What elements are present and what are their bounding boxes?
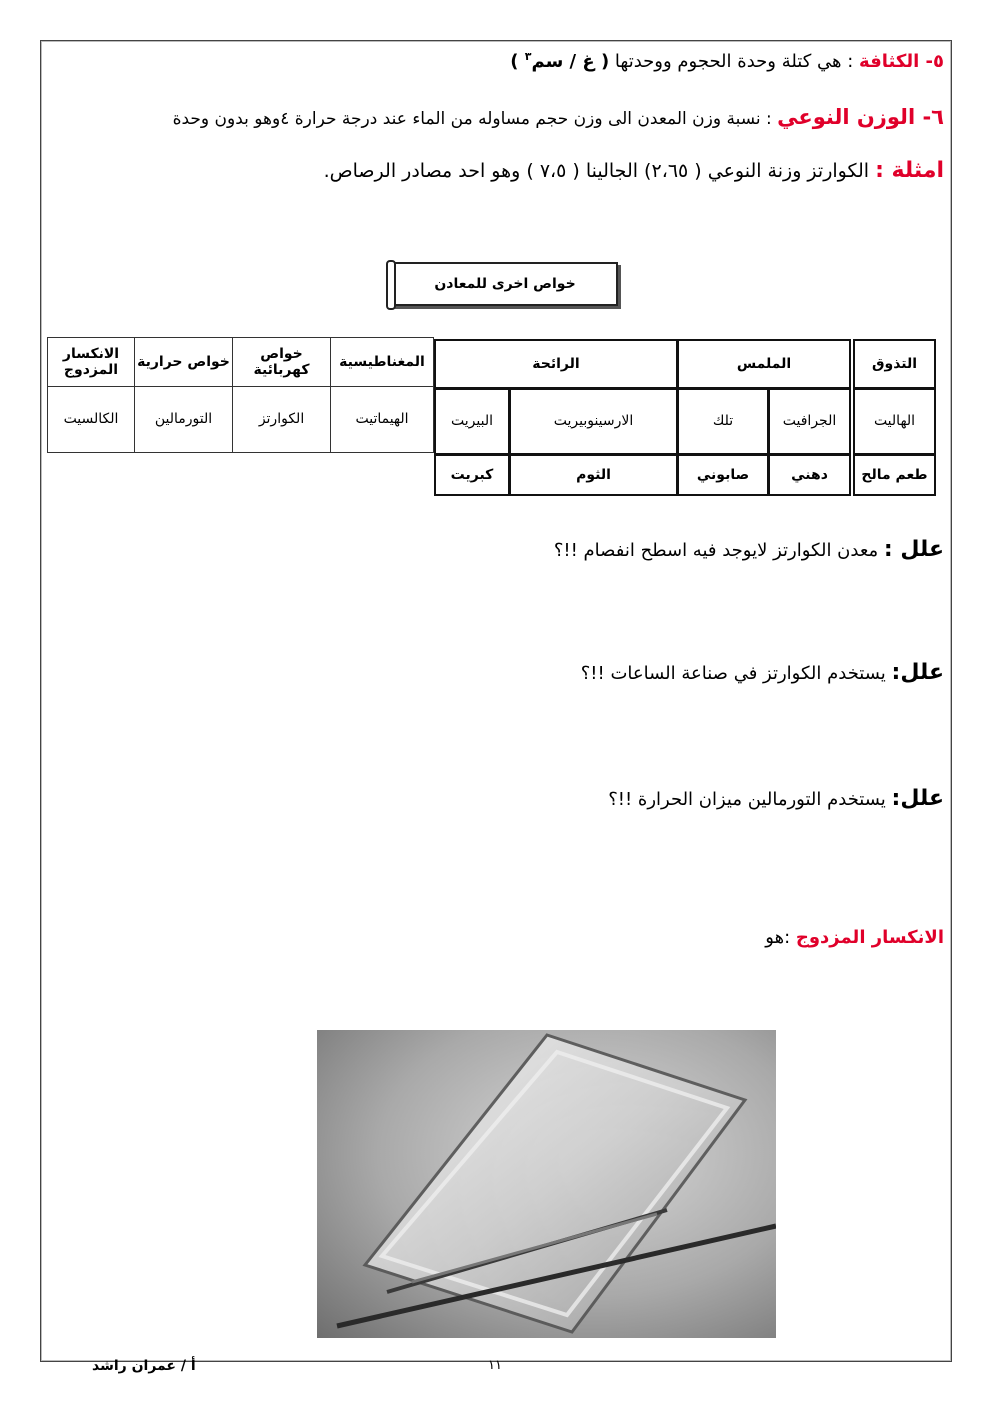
smell-garlic: الثوم	[509, 454, 678, 496]
smell-sulfur: كبريت	[434, 454, 510, 496]
taste-halite: الهاليت	[853, 388, 936, 455]
value-hematite: الهيماتيت	[330, 386, 434, 453]
header-taste: التذوق	[853, 339, 936, 389]
calcite-double-refraction-photo	[317, 1030, 776, 1338]
birefringence-line	[765, 927, 944, 948]
specific-gravity-text: : نسبة وزن المعدن الى وزن حجم مساوله من الماء عند درجة حرارة ٤وهو بدون وحدة	[172, 109, 772, 129]
question-1	[554, 537, 944, 562]
header-magnetism: المغناطيسية	[330, 337, 434, 387]
header-thermal: خواص حرارية	[134, 337, 233, 387]
question-3-text: يستخدم التورمالين ميزان الحرارة !!؟	[608, 789, 886, 810]
birefringence-label: الانكسار المزدوج	[795, 927, 944, 948]
question-2	[581, 660, 944, 685]
birefringence-text: :هو	[765, 927, 791, 948]
question-2-text: يستخدم الكوارتز في صناعة الساعات !!؟	[580, 663, 886, 684]
examples-text: الكوارتز وزنة النوعي ( ٢،٦٥) الجالينا ( ٧،٥ ) وهو احد مصادر الرصاص.	[323, 160, 870, 182]
value-quartz: الكوارتز	[232, 386, 331, 453]
question-2-lead: علل:	[891, 660, 944, 685]
question-3	[608, 786, 944, 811]
footer-author: أ / عمران راشد	[92, 1358, 196, 1374]
question-3-lead: علل:	[891, 786, 944, 811]
density-unit-sup: ٣	[524, 50, 532, 63]
specific-gravity-label: ٦- الوزن النوعي	[777, 105, 944, 129]
value-tourmaline: التورمالين	[134, 386, 233, 453]
footer-page-number: ١١	[488, 1358, 502, 1373]
density-line	[510, 50, 944, 72]
smell-pyrite: البيريت	[434, 388, 510, 455]
touch-talc: تلك	[677, 388, 769, 455]
header-electrical: خواص كهربائية	[232, 337, 331, 387]
calcite-crystal-illustration	[317, 1030, 776, 1338]
density-unit-open: ( غ / سم	[531, 51, 610, 72]
header-double-refraction: الانكسار المزدوج	[47, 337, 135, 387]
examples-line	[324, 158, 944, 183]
density-text: : هي كتلة وحدة الحجوم ووحدتها	[614, 51, 854, 72]
density-unit	[510, 51, 609, 72]
header-touch: الملمس	[677, 339, 851, 389]
specific-gravity-line	[173, 105, 944, 129]
taste-salty: طعم مالح	[853, 454, 936, 496]
touch-greasy: دهني	[768, 454, 851, 496]
header-smell: الرائحة	[434, 339, 678, 389]
question-1-lead: علل :	[883, 537, 944, 562]
touch-soapy: صابوني	[677, 454, 769, 496]
value-calcite: الكالسيت	[47, 386, 135, 453]
touch-graphite: الجرافيت	[768, 388, 851, 455]
question-1-text: معدن الكوارتز لايوجد فيه اسطح انفصام !!؟	[553, 540, 879, 561]
section-title-scroll: خواص اخرى للمعادن	[392, 262, 618, 306]
examples-label: امثلة :	[875, 158, 944, 183]
density-unit-close: )	[510, 51, 519, 72]
smell-arsenopyrite: الارسينوبيريت	[509, 388, 678, 455]
density-label: ٥- الكثافة	[859, 51, 944, 72]
